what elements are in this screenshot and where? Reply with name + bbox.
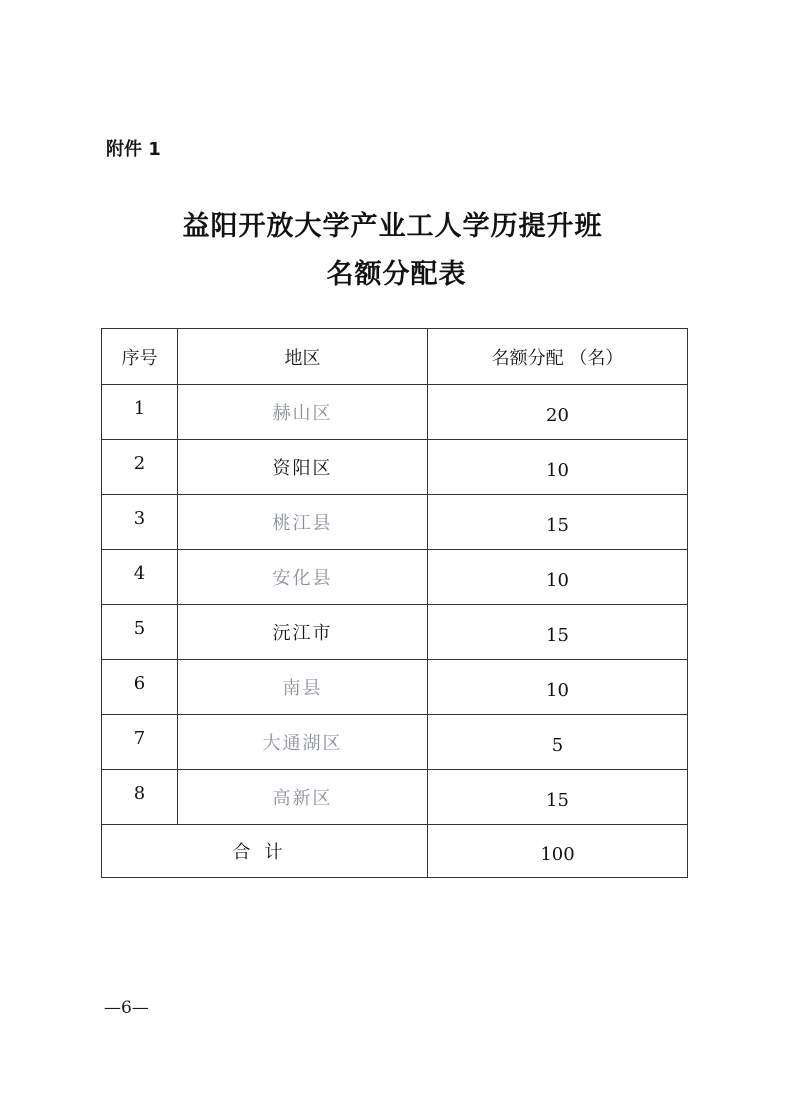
row-quota: 20 xyxy=(428,385,688,440)
row-quota: 10 xyxy=(428,440,688,495)
total-quota: 100 xyxy=(428,825,688,878)
table-row xyxy=(102,715,688,770)
row-seq: 2 xyxy=(102,440,178,495)
header-quota: 名额分配 （名） xyxy=(428,329,688,385)
table-row xyxy=(102,770,688,825)
row-seq: 7 xyxy=(102,715,178,770)
row-area: 大通湖区 xyxy=(178,715,428,770)
row-quota: 15 xyxy=(428,605,688,660)
row-seq: 4 xyxy=(102,550,178,605)
row-area: 沅江市 xyxy=(178,605,428,660)
quota-allocation-table xyxy=(101,328,688,878)
row-area: 赫山区 xyxy=(178,385,428,440)
table-total-row xyxy=(102,825,688,878)
row-area: 高新区 xyxy=(178,770,428,825)
row-area: 资阳区 xyxy=(178,440,428,495)
table-header-row xyxy=(102,329,688,385)
row-seq: 3 xyxy=(102,495,178,550)
row-seq: 8 xyxy=(102,770,178,825)
table-row xyxy=(102,605,688,660)
page-number: —6— xyxy=(104,998,149,1018)
header-area: 地区 xyxy=(178,329,428,385)
row-quota: 15 xyxy=(428,770,688,825)
document-subtitle: 名额分配表 xyxy=(326,259,467,290)
row-area: 安化县 xyxy=(178,550,428,605)
row-quota: 10 xyxy=(428,660,688,715)
header-seq: 序号 xyxy=(102,329,178,385)
row-area: 南县 xyxy=(178,660,428,715)
table-row xyxy=(102,440,688,495)
table-row xyxy=(102,550,688,605)
table-row xyxy=(102,495,688,550)
row-seq: 5 xyxy=(102,605,178,660)
total-label: 合计 xyxy=(102,825,428,878)
document-title: 益阳开放大学产业工人学历提升班 xyxy=(182,211,603,242)
row-seq: 6 xyxy=(102,660,178,715)
table-row xyxy=(102,385,688,440)
row-area: 桃江县 xyxy=(178,495,428,550)
table-row xyxy=(102,660,688,715)
attachment-label: 附件 1 xyxy=(106,139,161,160)
row-quota: 10 xyxy=(428,550,688,605)
row-quota: 5 xyxy=(428,715,688,770)
row-quota: 15 xyxy=(428,495,688,550)
row-seq: 1 xyxy=(102,385,178,440)
